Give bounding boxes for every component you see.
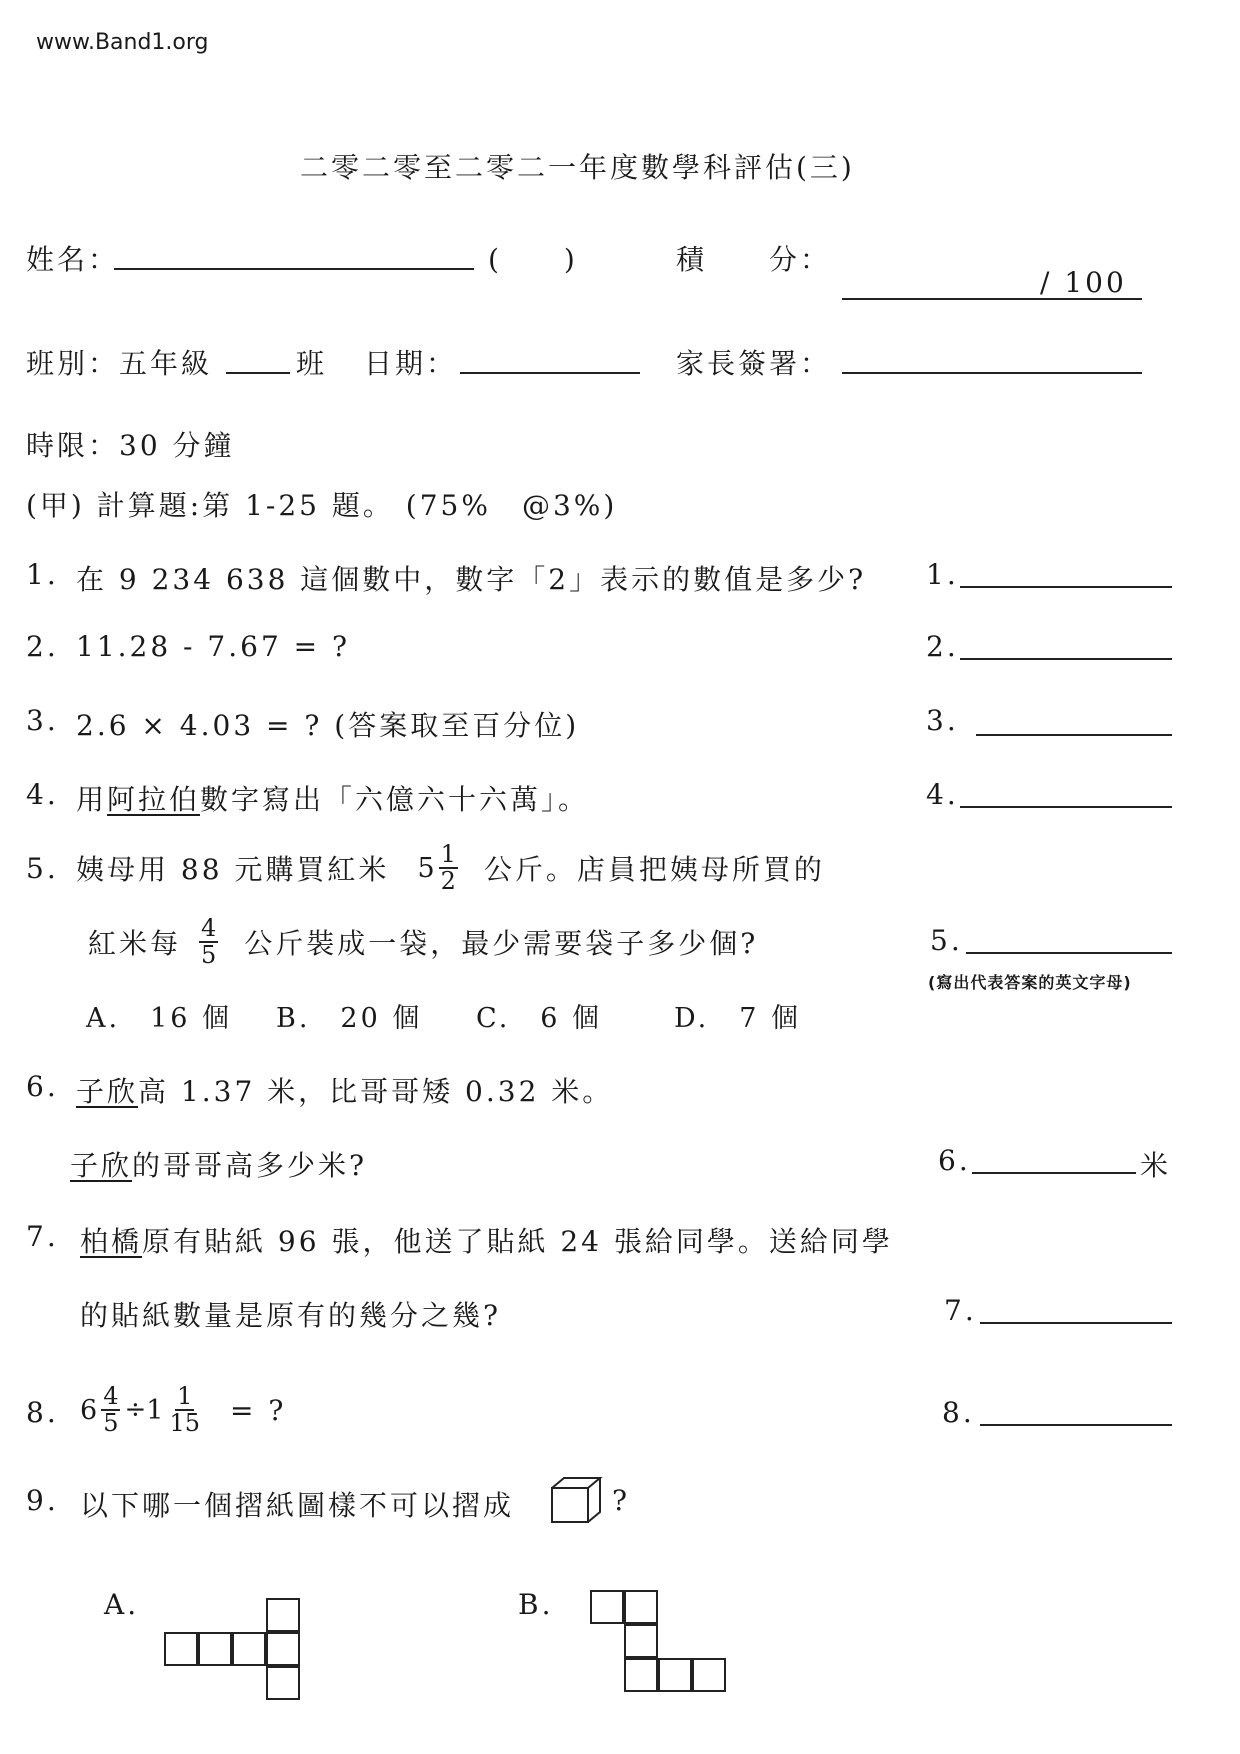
q4-number: 4. [26, 778, 59, 811]
q8-whole-2: 1 [146, 1394, 164, 1426]
parent-signature-field[interactable] [842, 372, 1142, 374]
q7-answer-label: 7. [944, 1294, 977, 1327]
q7-number: 7. [26, 1220, 59, 1253]
q6-name-1: 子欣 [76, 1075, 139, 1108]
q5-option-d: D. 7 個 [674, 1003, 802, 1034]
q8-numerator-2: 1 [177, 1381, 193, 1410]
date-label: 日期： [364, 347, 458, 380]
q8-numerator-1: 4 [103, 1381, 119, 1410]
q4-answer-field[interactable] [960, 806, 1172, 808]
q7-line2: 的貼紙數量是原有的幾分之幾? [80, 1299, 502, 1332]
q6-number: 6. [26, 1070, 59, 1103]
net-b[interactable] [590, 1590, 750, 1710]
watermark: www.Band1.org [36, 30, 209, 55]
q5-mixed-whole: 5 [417, 852, 435, 884]
q3-answer-field[interactable] [976, 734, 1172, 736]
q6-line1-rest: 高 1.37 米，比哥哥矮 0.32 米。 [138, 1075, 614, 1108]
q8-expression [80, 1372, 286, 1448]
q5-numerator: 4 [201, 913, 217, 942]
q2-number: 2. [26, 630, 59, 663]
q5-option-c: C. 6 個 [476, 1003, 603, 1034]
q5-line1-pre: 姨母用 88 元購買紅米 [76, 853, 390, 886]
q5-number: 5. [26, 852, 59, 885]
q1-answer-label: 1. [926, 558, 959, 591]
q6-line2-rest: 的哥哥高多少米? [132, 1149, 368, 1182]
q8-number: 8. [26, 1396, 59, 1429]
q8-tail: = ? [230, 1393, 287, 1427]
q2-answer-field[interactable] [960, 658, 1172, 660]
q1-answer-field[interactable] [960, 586, 1172, 588]
q5-fraction [199, 913, 218, 969]
q3-text: 2.6 × 4.03 = ? (答案取至百分位) [76, 709, 580, 742]
page-title: 二零二零至二零二一年度數學科評估(三) [300, 151, 855, 184]
q9-tail: ? [612, 1484, 631, 1517]
q5-line2-pre: 紅米每 [88, 927, 182, 960]
q8-operator: ÷ [124, 1395, 147, 1425]
class-number-paren: ( ) [488, 243, 578, 276]
q8-denominator-1: 5 [103, 1409, 119, 1437]
q1-number: 1. [26, 558, 59, 591]
q9-option-a-label[interactable]: A. [104, 1588, 140, 1621]
q5-option-b: B. 20 個 [276, 1003, 423, 1034]
q4-text [76, 778, 589, 818]
class-field[interactable] [226, 372, 290, 374]
cube-icon [548, 1474, 606, 1526]
q8-fraction-2 [167, 1381, 202, 1437]
q5-answer-label: 5. [930, 924, 963, 957]
q5-line2-post: 公斤裝成一袋，最少需要袋子多少個? [244, 927, 759, 960]
parent-signature-label: 家長簽署： [676, 347, 832, 380]
q4-text-pre: 用 [76, 783, 108, 816]
q6-answer-field[interactable] [972, 1172, 1136, 1174]
q4-answer-label: 4. [926, 778, 959, 811]
q5-mixed-numerator: 1 [440, 839, 456, 868]
q9-option-b-label[interactable]: B. [518, 1588, 554, 1621]
q6-name-2: 子欣 [70, 1149, 133, 1182]
score-label: 積 分： [676, 243, 832, 276]
q2-answer-label: 2. [926, 630, 959, 663]
q5-option-a: A. 16 個 [86, 1003, 233, 1034]
q7-line1-rest: 原有貼紙 96 張，他送了貼紙 24 張給同學。送給同學 [142, 1225, 893, 1258]
q6-answer-label: 6. [938, 1144, 971, 1177]
score-total: / 100 [1040, 266, 1127, 299]
q5-line2 [88, 906, 758, 978]
q4-emphasis: 阿拉伯 [107, 783, 201, 816]
q8-denominator-2: 15 [169, 1409, 200, 1437]
date-field[interactable] [460, 372, 640, 374]
name-label: 姓名： [26, 243, 120, 276]
q9-text: 以下哪一個摺紙圖樣不可以摺成 [80, 1489, 515, 1522]
q4-text-post: 數字寫出「六億六十六萬」。 [200, 783, 590, 816]
class-suffix: 班 [296, 347, 328, 380]
q3-answer-label: 3. [926, 704, 959, 737]
q8-answer-label: 8. [942, 1396, 975, 1429]
q7-name: 柏橋 [80, 1225, 143, 1258]
q9-number: 9. [26, 1484, 59, 1517]
class-label: 班別：五年級 [26, 347, 213, 380]
q8-answer-field[interactable] [980, 1424, 1172, 1426]
q6-line1 [76, 1070, 613, 1110]
q5-line1-post: 公斤。店員把姨母所買的 [483, 853, 825, 886]
q2-text: 11.28 - 7.67 = ? [76, 630, 351, 663]
time-limit: 時限：30 分鐘 [26, 429, 235, 462]
q5-denominator: 5 [201, 941, 217, 969]
q5-line1 [76, 832, 825, 904]
q5-answer-field[interactable] [966, 952, 1172, 954]
q7-answer-field[interactable] [980, 1322, 1172, 1324]
section-heading: (甲) 計算題:第 1-25 題。 (75% @3%) [26, 489, 618, 522]
q5-mixed-fraction [439, 839, 458, 895]
q7-line1 [80, 1220, 893, 1260]
q5-mixed-denominator: 2 [440, 867, 456, 895]
q8-fraction-1 [101, 1381, 120, 1437]
name-field[interactable] [114, 268, 474, 270]
q1-text: 在 9 234 638 這個數中，數字「2」表示的數值是多少? [76, 563, 867, 596]
q6-line2 [70, 1144, 367, 1184]
q6-unit: 米 [1140, 1149, 1172, 1182]
net-a[interactable] [164, 1596, 314, 1706]
q5-hint: (寫出代表答案的英文字母) [928, 973, 1132, 992]
q3-number: 3. [26, 704, 59, 737]
q8-whole-1: 6 [80, 1394, 98, 1426]
